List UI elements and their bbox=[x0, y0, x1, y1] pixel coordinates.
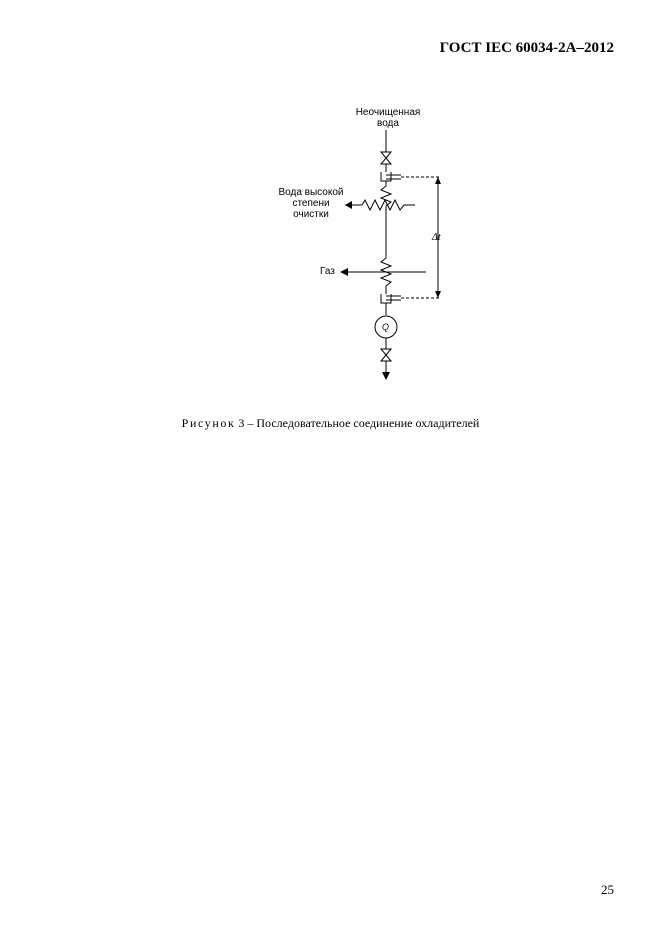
pure-water-label-line2: степени bbox=[292, 198, 330, 209]
flow-meter-label: Q bbox=[382, 322, 390, 332]
figure-number: 3 bbox=[238, 416, 245, 430]
upper-temperature-sensor bbox=[381, 172, 440, 181]
outlet-arrow-icon bbox=[382, 372, 390, 380]
pure-water-label-line3: очистки bbox=[293, 209, 329, 220]
figure-word: Рисунок bbox=[181, 416, 236, 430]
outlet-valve bbox=[381, 349, 391, 361]
pure-water-label-line1: Вода высокой bbox=[278, 187, 344, 198]
pure-water-coil bbox=[345, 200, 415, 210]
dimension-arrow-bottom-icon bbox=[435, 291, 441, 298]
dimension-arrow-top-icon bbox=[435, 177, 441, 184]
gas-arrow-icon bbox=[340, 268, 348, 276]
inlet-valve bbox=[381, 152, 391, 164]
lower-temperature-sensor bbox=[381, 294, 440, 303]
inlet-label bbox=[353, 107, 423, 129]
figure-caption bbox=[0, 416, 661, 431]
gas-label: Газ bbox=[320, 266, 335, 277]
inlet-label-line2: вода bbox=[377, 118, 399, 129]
pure-water-label bbox=[274, 187, 348, 220]
document-code: ГОСТ IEC 60034-2A–2012 bbox=[439, 40, 614, 56]
caption-text: Последовательное соединение охладителей bbox=[256, 416, 480, 430]
page-number: 25 bbox=[601, 882, 614, 897]
caption-dash: – bbox=[247, 416, 254, 430]
inlet-label-line1: Неочищенная bbox=[355, 107, 421, 118]
delta-t-label: Δt bbox=[432, 232, 441, 243]
